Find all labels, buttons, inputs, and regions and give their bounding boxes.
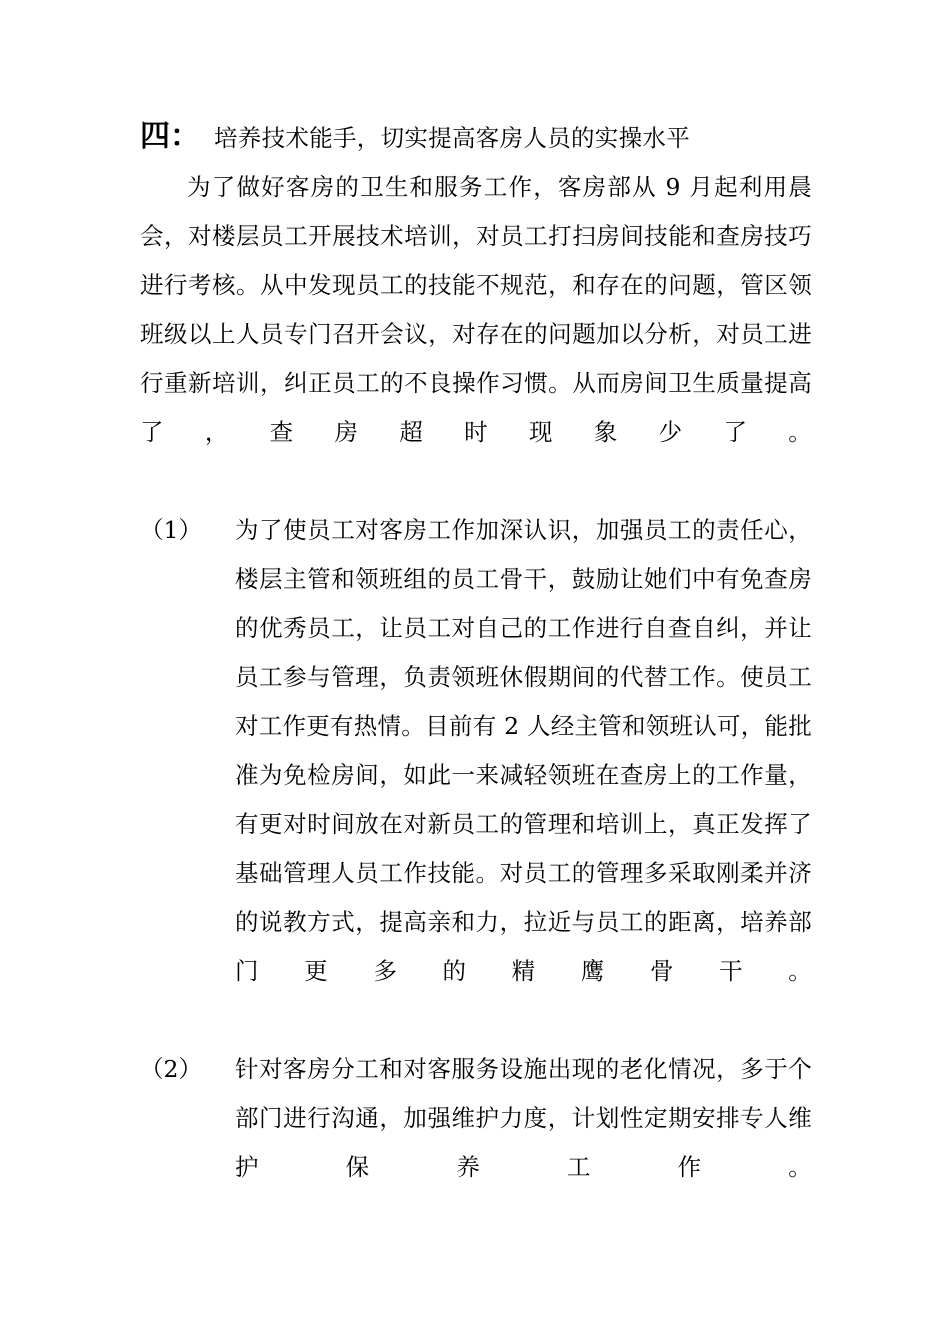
list-item-marker: （1） [140,516,202,544]
list-item-marker: （2） [140,1055,202,1083]
document-content [140,112,812,1241]
list-item [140,506,812,1045]
list-item-text: 针对客房分工和对客服务设施出现的老化情况，多于个部门进行沟通，加强维护力度，计划性定期安排专人维护保养工作。 [235,1055,812,1181]
section-heading [140,112,812,163]
section-number-label: 四： [140,119,200,154]
intro-paragraph: 为了做好客房的卫生和服务工作，客房部从 9 月起利用晨会，对楼层员工开展技术培训，对员工打扫房间技能和查房技巧进行考核。从中发现员工的技能不规范，和存在的问题，管区领班级以上人员专门召开会议，对存在的问题加以分析，对员工进行重新培训，纠正员工的不良操作习惯。从而房间卫生质量提高了，查房超时现象少了。 [140,173,812,446]
list-item [140,1045,812,1241]
section-title: 培养技术能手，切实提高客房人员的实操水平 [214,124,690,152]
list-item-text: 为了使员工对客房工作加深认识，加强员工的责任心，楼层主管和领班组的员工骨干，鼓励让她们中有免查房的优秀员工，让员工对自己的工作进行自查自纠，并让员工参与管理，负责领班休假期间的代替工作。使员工对工作更有热情。目前有 2 人经主管和领班认可，能批准为免检房间，如此一来减轻领班在查房上的工作量，有更对时间放在对新员工的管理和培训上，真正发挥了基础管理人员工作技能。对员工的管理多采取刚柔并济的说教方式，提高亲和力，拉近与员工的距离，培养部门更多的精鹰骨干。 [235,516,812,985]
